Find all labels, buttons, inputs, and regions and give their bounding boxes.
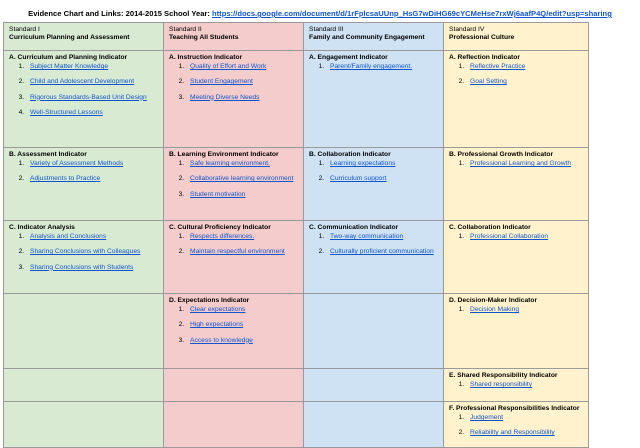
- list-item: [466, 429, 584, 437]
- table-row: [4, 294, 589, 369]
- indicator-list: [169, 160, 299, 199]
- indicator-list: [9, 63, 159, 117]
- list-item: [186, 160, 299, 168]
- indicator-list: [169, 233, 299, 256]
- list-item: [466, 306, 584, 314]
- standard-header-1: [4, 23, 164, 51]
- indicator-title: A. Instruction Indicator: [169, 54, 243, 61]
- indicator-list: [449, 63, 584, 86]
- indicator-list: [9, 160, 159, 183]
- indicator-list: [449, 233, 584, 241]
- indicator-cell: [304, 369, 444, 402]
- indicator-list: [309, 160, 439, 183]
- list-item: [186, 63, 299, 71]
- element-link[interactable]: Decision Making: [470, 306, 520, 314]
- title-prefix: Evidence Chart and Links: 2014-2015 School Year:: [28, 9, 213, 18]
- list-item: [466, 78, 584, 86]
- list-item: [466, 160, 584, 168]
- indicator-cell: [4, 294, 164, 369]
- indicator-title: A. Reflection Indicator: [449, 54, 520, 61]
- table-row: [4, 51, 589, 148]
- indicator-title: A. Curriculum and Planning Indicator: [9, 54, 128, 61]
- element-link[interactable]: Adjustments to Practice: [30, 175, 101, 183]
- element-link[interactable]: Well-Structured Lessons: [30, 108, 103, 116]
- element-link[interactable]: Analysis and Conclusions: [30, 233, 107, 241]
- element-link[interactable]: Access to knowledge: [190, 336, 253, 344]
- standard-number: Standard I: [9, 26, 40, 33]
- list-item: [326, 175, 439, 183]
- indicator-cell: [164, 148, 304, 221]
- element-link[interactable]: High expectations: [190, 321, 244, 329]
- indicator-title: D. Expectations Indicator: [169, 297, 250, 304]
- indicator-title: B. Learning Environment Indicator: [169, 151, 279, 158]
- element-link[interactable]: Maintain respectful environment: [190, 248, 285, 256]
- list-item: [26, 264, 159, 272]
- standard-header-3: [304, 23, 444, 51]
- standard-name: Family and Community Engagement: [309, 34, 425, 42]
- indicator-cell: [444, 402, 589, 448]
- element-link[interactable]: Reliability and Responsibility: [470, 429, 555, 437]
- indicator-cell: [304, 221, 444, 294]
- indicator-list: [449, 381, 584, 389]
- list-item: [186, 248, 299, 256]
- element-link[interactable]: Learning expectations: [330, 160, 396, 168]
- indicator-cell: [304, 294, 444, 369]
- element-link[interactable]: Professional Collaboration: [470, 233, 549, 241]
- list-item: [26, 94, 159, 102]
- list-item: [466, 233, 584, 241]
- element-link[interactable]: Sharing Conclusions with Colleagues: [30, 248, 141, 256]
- evidence-chart-table: [3, 22, 589, 448]
- list-item: [186, 94, 299, 102]
- indicator-cell: [164, 369, 304, 402]
- table-row: [4, 221, 589, 294]
- element-link[interactable]: Clear expectations: [190, 306, 246, 314]
- standard-name: Professional Culture: [449, 34, 515, 42]
- indicator-title: B. Assessment Indicator: [9, 151, 87, 158]
- indicator-cell: [4, 221, 164, 294]
- indicator-list: [449, 160, 584, 168]
- indicator-cell: [444, 221, 589, 294]
- indicator-list: [309, 63, 439, 71]
- list-item: [466, 414, 584, 422]
- list-item: [26, 63, 159, 71]
- list-item: [326, 160, 439, 168]
- element-link[interactable]: Rigorous Standards-Based Unit Design: [30, 93, 147, 101]
- indicator-cell: [164, 51, 304, 148]
- element-link[interactable]: Parent/Family engagement.: [330, 63, 413, 71]
- element-link[interactable]: Culturally proficient communication: [330, 248, 434, 256]
- standard-header-4: [444, 23, 589, 51]
- list-item: [186, 175, 299, 183]
- indicator-title: C. Communication Indicator: [309, 224, 399, 231]
- list-item: [26, 248, 159, 256]
- indicator-cell: [4, 369, 164, 402]
- element-link[interactable]: Quality of Effort and Work: [190, 63, 267, 71]
- element-link[interactable]: Curriculum support: [330, 175, 387, 183]
- list-item: [186, 233, 299, 241]
- list-item: [26, 109, 159, 117]
- standard-header-2: [164, 23, 304, 51]
- element-link[interactable]: Collaborative learning environment: [190, 175, 294, 183]
- document-share-link[interactable]: https://docs.google.com/document/d/1rFplcsaUUnp_HsG7wDiHG69cYCMeHse7rxWj6aafP4Q/edit?usp=sharing: [212, 9, 612, 18]
- list-item: [26, 78, 159, 86]
- table-row: [4, 369, 589, 402]
- list-item: [26, 175, 159, 183]
- indicator-title: A. Engagement Indicator: [309, 54, 388, 61]
- indicator-cell: [444, 148, 589, 221]
- standard-name: Curriculum Planning and Assessment: [9, 34, 130, 42]
- indicator-title: B. Collaboration Indicator: [309, 151, 391, 158]
- list-item: [466, 381, 584, 389]
- element-link[interactable]: Two-way communication: [330, 233, 404, 241]
- indicator-cell: [304, 51, 444, 148]
- element-link[interactable]: Student motivation: [190, 190, 246, 198]
- element-link[interactable]: Child and Adolescent Development: [30, 78, 135, 86]
- indicator-list: [169, 306, 299, 345]
- indicator-title: E. Shared Responsibility Indicator: [449, 372, 558, 379]
- element-link[interactable]: Sharing Conclusions with Students: [30, 263, 134, 271]
- element-link[interactable]: Judgement: [470, 414, 504, 422]
- list-item: [186, 306, 299, 314]
- indicator-cell: [304, 402, 444, 448]
- table-row: [4, 148, 589, 221]
- list-item: [186, 78, 299, 86]
- element-link[interactable]: Professional Learning and Growth: [470, 160, 572, 168]
- indicator-title: C. Indicator Analysis: [9, 224, 75, 231]
- element-link[interactable]: Shared responsibility: [470, 381, 533, 389]
- standard-number: Standard III: [309, 26, 344, 33]
- indicator-cell: [444, 294, 589, 369]
- indicator-cell: [304, 148, 444, 221]
- indicator-cell: [164, 402, 304, 448]
- indicator-cell: [444, 51, 589, 148]
- indicator-list: [309, 233, 439, 256]
- element-link[interactable]: Variety of Assessment Methods: [30, 160, 124, 168]
- standard-name: Teaching All Students: [169, 34, 239, 42]
- indicator-title: D. Decision-Maker Indicator: [449, 297, 538, 304]
- element-link[interactable]: Subject Matter Knowledge: [30, 63, 109, 71]
- indicator-list: [169, 63, 299, 102]
- list-item: [326, 63, 439, 71]
- standard-number: Standard II: [169, 26, 202, 33]
- list-item: [186, 191, 299, 199]
- list-item: [26, 160, 159, 168]
- indicator-list: [449, 414, 584, 437]
- element-link[interactable]: Student Engagement: [190, 78, 253, 86]
- element-link[interactable]: Reflective Practice: [470, 63, 526, 71]
- element-link[interactable]: Safe learning environment.: [190, 160, 270, 168]
- element-link[interactable]: Respects differences.: [190, 233, 255, 241]
- list-item: [186, 321, 299, 329]
- list-item: [466, 63, 584, 71]
- indicator-cell: [4, 402, 164, 448]
- table-row: [4, 402, 589, 448]
- indicator-list: [9, 233, 159, 272]
- indicator-cell: [164, 294, 304, 369]
- indicator-list: [449, 306, 584, 314]
- document-title: [0, 9, 640, 18]
- list-item: [326, 248, 439, 256]
- indicator-cell: [4, 51, 164, 148]
- list-item: [26, 233, 159, 241]
- indicator-title: C. Collaboration Indicator: [449, 224, 531, 231]
- indicator-title: F. Professional Responsibilities Indicator: [449, 405, 580, 412]
- element-link[interactable]: Meeting Diverse Needs: [190, 93, 260, 101]
- standard-number: Standard IV: [449, 26, 485, 33]
- indicator-cell: [164, 221, 304, 294]
- indicator-title: B. Professional Growth Indicator: [449, 151, 554, 158]
- element-link[interactable]: Goal Setting: [470, 78, 507, 86]
- indicator-cell: [4, 148, 164, 221]
- list-item: [186, 337, 299, 345]
- indicator-title: C. Cultural Proficiency Indicator: [169, 224, 271, 231]
- list-item: [326, 233, 439, 241]
- indicator-cell: [444, 369, 589, 402]
